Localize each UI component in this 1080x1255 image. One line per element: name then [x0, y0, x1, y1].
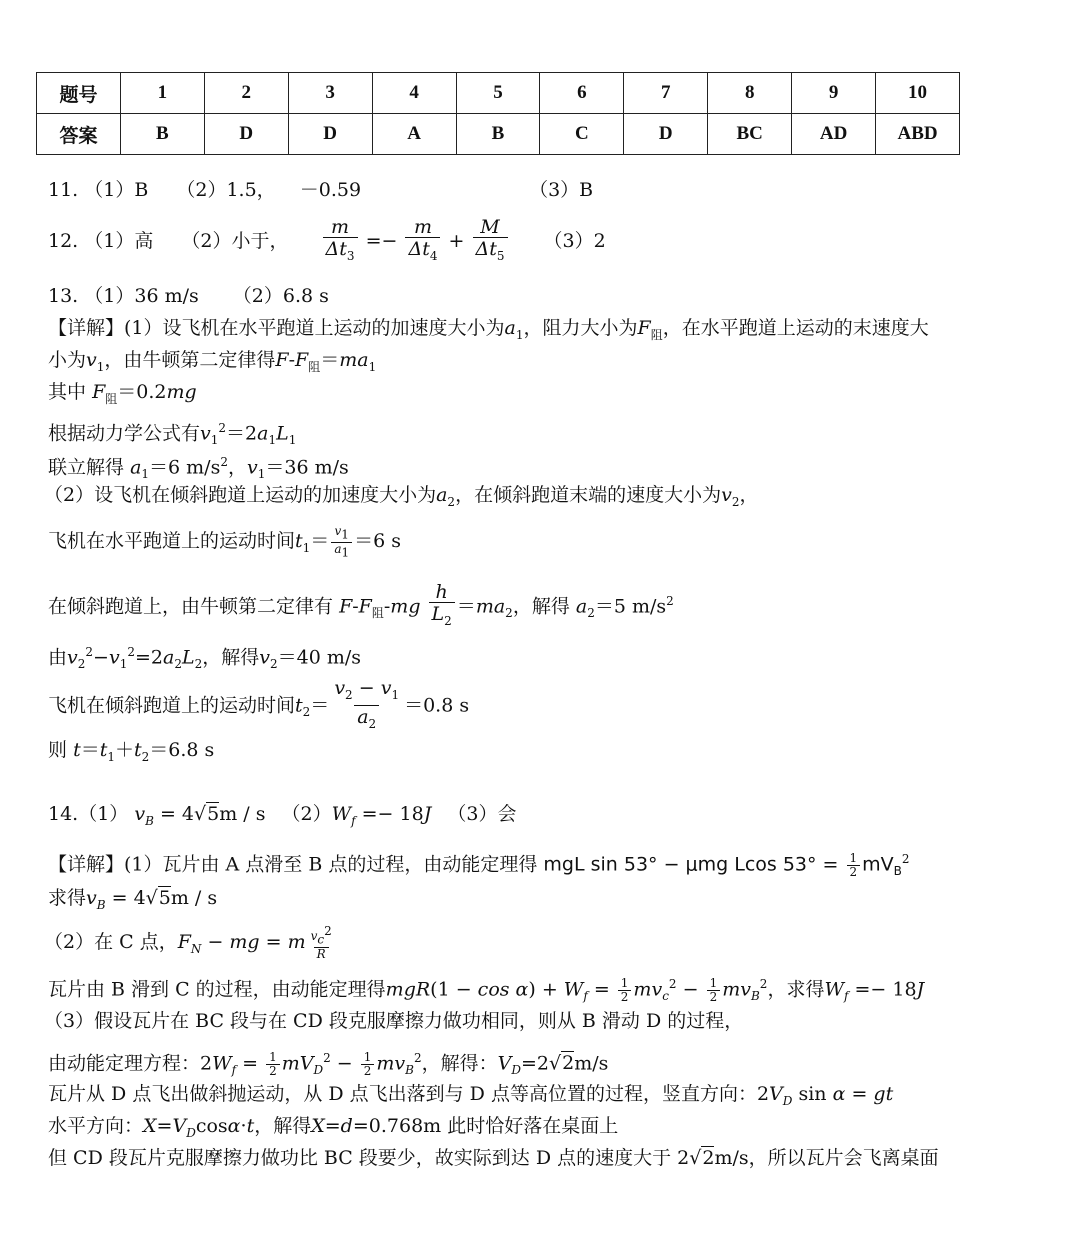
- answer-cell: B: [456, 114, 540, 155]
- q14-line: 14.（1） $v_B = 4√5m / s$ $(2)W_f =- 18J$ （3）会: [48, 803, 517, 828]
- q13-detail-4: 根据动力学公式有$v_1^2=2a_1L_1$: [48, 421, 297, 448]
- answer-cell: D: [288, 114, 372, 155]
- q14-detail-9: 但 CD 段瓦片克服摩擦力做功比 BC 段要少，故实际到达 D 点的速度大于 2√2m/s，所以瓦片会飞离桌面: [48, 1147, 939, 1169]
- q12-line: 12. （1）高 （2）小于， $\frac{m}{\Delta t_3}$ =− $\frac{m}{\Delta t_4}$ + $\frac{M}{\Delta t_5}$ （3）2: [48, 213, 606, 269]
- q13-detail-11: 则 $t=t_1+t_2=6.8$ s: [48, 739, 215, 764]
- q13-detail-6: （2）设飞机在倾斜跑道上运动的加速度大小为$a_2$，在倾斜跑道末端的速度大小为$v_2$，: [44, 484, 759, 509]
- answer-row: [37, 114, 960, 155]
- question-number: 6: [540, 73, 624, 114]
- question-number: 3: [288, 73, 372, 114]
- question-number: 4: [372, 73, 456, 114]
- q14-detail-7: 瓦片从 D 点飞出做斜抛运动，从 D 点飞出落到与 D 点等高位置的过程，竖直方向：$2V_D$ sin α = gt: [48, 1083, 894, 1108]
- q13-detail-9: 由$v_2^2-v_1^2=2a_2L_2$，解得$v_2=40$ m/s: [48, 645, 361, 672]
- q13-detail-3: 其中 $F_阻=0.2mg$: [48, 381, 197, 406]
- q14-detail-5: （3）假设瓦片在 BC 段与在 CD 段克服摩擦力做功相同，则从 B 滑动 D 的过程，: [44, 1010, 744, 1032]
- q14-detail-3: （2）在 C 点，$F_N$ − mg = m $\frac{v_c^2}{R}$: [44, 924, 332, 961]
- answer-cell: ABD: [876, 114, 960, 155]
- q14-detail-6: 由动能定理方程：$2W_f$ = $\frac{1}{2}$ $mV_D^2$ − $\frac{1}{2}$ $mv_B^2$，解得：$V_D=2√2m/s$: [48, 1049, 609, 1078]
- answer-cell: D: [624, 114, 708, 155]
- q13-detail-5: 联立解得 $a_1=6$ $m/s^2$，$v_1=36$ m/s: [48, 455, 349, 482]
- question-number: 7: [624, 73, 708, 114]
- answer-cell: B: [120, 114, 204, 155]
- row-label: 答案: [37, 114, 121, 155]
- q13-detail-7: 飞机在水平跑道上的运动时间$t_1=$ $\frac{v_1}{a_1}$ ＝6 s: [48, 524, 401, 559]
- question-number: 8: [708, 73, 792, 114]
- answer-cell: C: [540, 114, 624, 155]
- question-number: 2: [204, 73, 288, 114]
- q14-detail-4: 瓦片由 B 滑到 C 的过程，由动能定理得$mgR(1 - \cos \alpha) + W_f$ = $\frac{1}{2}$ $mv_c^2$ − $\frac{1}{2}$ $mv_B^2$，求得$W_f =- 18J$: [48, 975, 925, 1004]
- question-number: 10: [876, 73, 960, 114]
- q13-line: 13. （1）36 m/s （2）6.8 s: [48, 285, 329, 307]
- q14-detail-1: 【详解】(1）瓦片由 A 点滑至 B 点的过程，由动能定理得 mgL sin 53° − μmg Lcos 53° = $\frac{1}{2}$ $mV_B^2$: [48, 850, 910, 879]
- answer-table: [36, 72, 960, 155]
- question-number: 5: [456, 73, 540, 114]
- q14-detail-2: 求得$v_B = 4√5m / s$: [48, 887, 218, 912]
- answer-cell: D: [204, 114, 288, 155]
- q11-line: 11. （1）B （2）1.5， －0.59 （3）B: [48, 179, 594, 201]
- question-number: 1: [120, 73, 204, 114]
- answer-cell: AD: [792, 114, 876, 155]
- q13-detail-10: 飞机在倾斜跑道上的运动时间$t_2=$ $\frac{v_2 - v_1}{a_2}$ ＝0.8 s: [48, 678, 469, 737]
- q13-detail-2: 小为$v_1$，由牛顿第二定律得$F-F_阻=ma_1$: [48, 349, 377, 374]
- q13-detail-1: 【详解】(1）设飞机在水平跑道上运动的加速度大小为$a_1$，阻力大小为$F_阻$，在水平跑道上运动的末速度大: [48, 317, 929, 342]
- answer-cell: A: [372, 114, 456, 155]
- question-number-row: [37, 73, 960, 114]
- q14-detail-8: 水平方向：$X=V_D\cos\alpha\cdot t$，解得X=d=0.768m 此时恰好落在桌面上: [48, 1115, 619, 1140]
- q12-formula: $\frac{m}{\Delta t_3}$ =− $\frac{m}{\Delta t_4}$ + $\frac{M}{\Delta t_5}$: [321, 230, 516, 252]
- q13-detail-8: 在倾斜跑道上，由牛顿第二定律有 $F-F_阻-mg$ $\frac{h}{L_2}$ $=ma_2$，解得 $a_2=5$ $m/s^2$: [48, 576, 674, 638]
- row-label: 题号: [37, 73, 121, 114]
- answer-cell: BC: [708, 114, 792, 155]
- question-number: 9: [792, 73, 876, 114]
